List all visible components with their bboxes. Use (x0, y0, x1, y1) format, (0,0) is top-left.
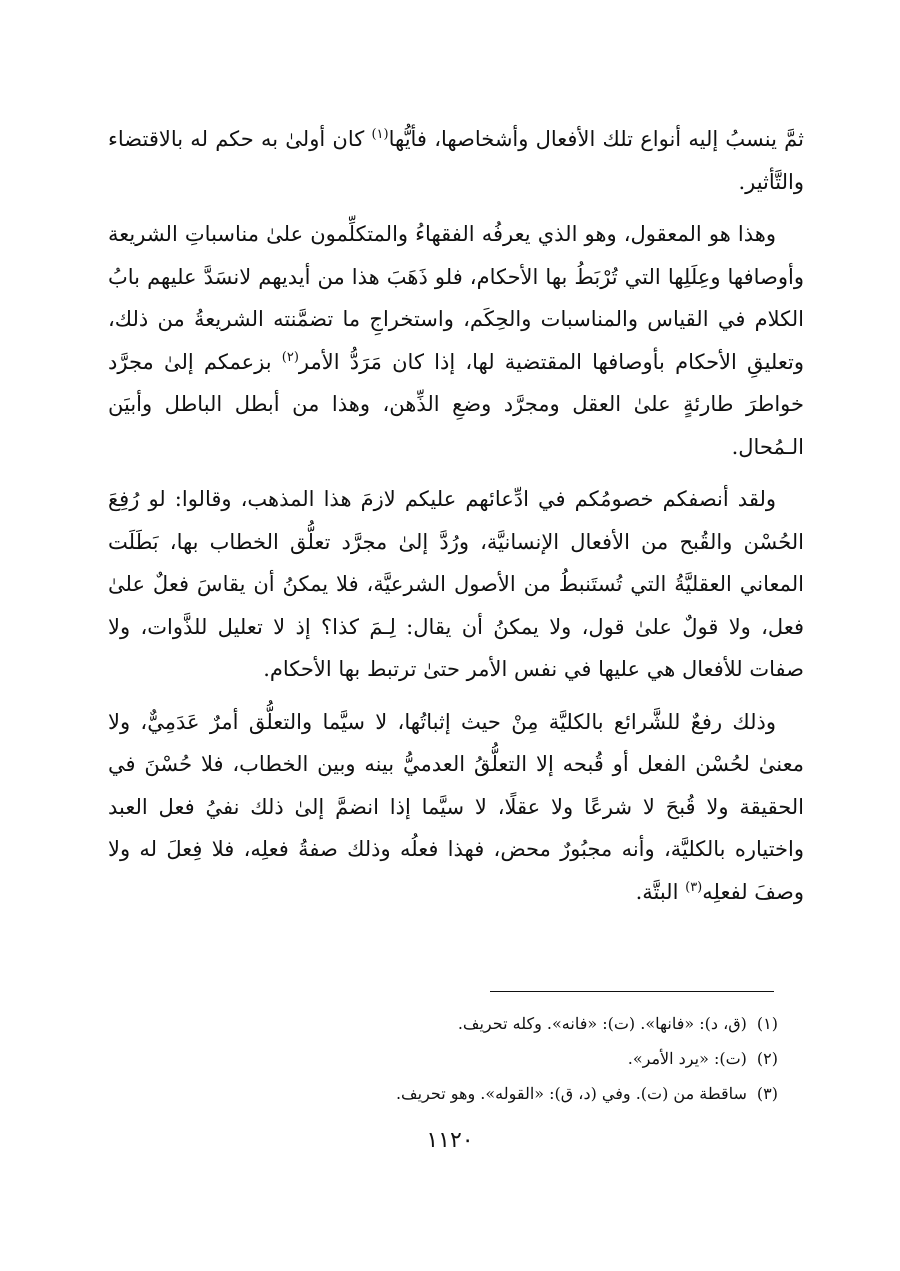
footnote-ref-1: (١) (371, 127, 389, 142)
paragraph-2-text-a: وهذا هو المعقول، وهو الذي يعرفُه الفقهاءُ والمتكلِّمون علىٰ مناسباتِ الشريعة وأوصافها وعِلَلِها التي تُرْبَطُ بها الأحكام، فلو ذَهَبَ هذا من أيديهم لانسَدَّ عليهم بابُ الكلام في القياس والمناسبات والحِكَم، واستخراجِ ما تضمَّنته الشريعةُ من ذلك، وتعليقِ الأحكام بأوصافها المقتضية لها، إذا كان مَرَدُّ الأمر (108, 222, 804, 374)
footnote-2-text: (ت): «يرد الأمر». (627, 1049, 747, 1068)
footnote-2 (108, 1041, 778, 1076)
paragraph-3-text: ولقد أنصفكم خصومُكم في ادِّعائهم عليكم لازمَ هذا المذهب، وقالوا: لو رُفِعَ الحُسْن والقُبح من الأفعال الإنسانيَّة، ورُدَّ إلىٰ مجرَّد تعلُّق الخطاب بها، بَطَلَت المعاني العقليَّةُ التي تُستَنبطُ من الأصول الشرعيَّة، فلا يمكنُ أن يقاسَ فعلٌ علىٰ فعل، ولا قولٌ علىٰ قول، ولا يمكنُ أن يقال: لِـمَ كذا؟ إذ لا تعليل للذَّوات، ولا صفات للأفعال هي عليها في نفس الأمر حتىٰ ترتبط بها الأحكام. (108, 487, 804, 681)
paragraph-4 (108, 701, 804, 914)
paragraph-1-text-b: كان أولىٰ به حكم له بالاقتضاء والتَّأثير. (108, 127, 804, 194)
footnote-3-text: ساقطة من (ت). وفي (د، ق): «القوله». وهو تحريف. (395, 1084, 747, 1103)
footnote-ref-3: (٣) (685, 879, 703, 895)
footnote-1-number: (١) (756, 1014, 778, 1033)
paragraph-4-text-a: وذلك رفعٌ للشَّرائع بالكليَّة مِنْ حيث إثباتُها، لا سيَّما والتعلُّق أمرٌ عَدَمِيٌّ، ولا معنىٰ لحُسْن الفعل أو قُبحه إلا التعلُّقُ العدميُّ بينه وبين الخطاب، فلا حُسْنَ في الحقيقة ولا قُبحَ لا شرعًا ولا عقلًا، لا سيَّما إذا انضمَّ إلىٰ ذلك نفيُ فعل العبد واختياره بالكليَّة، وأنه مجبُورٌ محض، فهذا فعلُه وذلك صفةُ فعلِه، فلا فِعلَ له ولا وصفَ لفعلِه (108, 709, 804, 904)
footnotes-block (108, 1006, 778, 1111)
paragraph-1 (108, 118, 804, 203)
paragraph-3 (108, 478, 804, 691)
main-text-block (108, 118, 804, 913)
paragraph-1-text-a: ثمَّ ينسبُ إليه أنواع تلك الأفعال وأشخاصها، فأيُّها (388, 127, 804, 151)
footnote-2-number: (٢) (756, 1049, 778, 1068)
footnote-divider (490, 991, 774, 992)
page-number: ١١٢٠ (426, 1128, 474, 1153)
paragraph-2-text-b: بزعمكم إلىٰ مجرَّد خواطرَ طارئةٍ علىٰ العقل ومجرَّد وضعِ الذِّهن، وهذا من أبطل الباطل وأبيَن الـمُحال. (108, 349, 804, 459)
footnote-3-number: (٣) (756, 1084, 778, 1103)
paragraph-2 (108, 213, 804, 468)
footnote-1 (108, 1006, 778, 1041)
paragraph-4-text-b: البتَّة. (635, 879, 686, 904)
footnote-3 (108, 1076, 778, 1111)
footnote-ref-2: (٢) (281, 349, 299, 365)
footnote-1-text: (ق، د): «فانها». (ت): «فانه». وكله تحريف. (457, 1014, 747, 1033)
